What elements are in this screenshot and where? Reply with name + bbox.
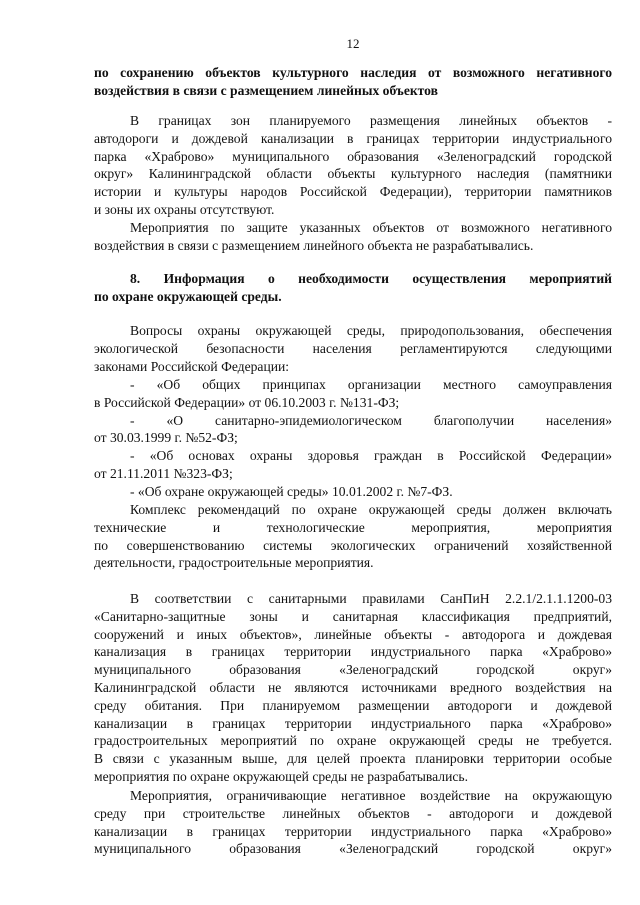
- text-line: парка «Храброво» муниципального образования «Зеленоградский городской: [94, 148, 612, 164]
- text-line: законами Российской Федерации:: [94, 358, 290, 374]
- text-line: Мероприятия по защите указанных объектов от возможного негативного: [130, 220, 612, 235]
- list-item-continuation: от 21.11.2011 №323-ФЗ;: [94, 465, 233, 481]
- text-line: среду обитания. При планируемом размещении автодороги и дождевой: [94, 697, 612, 713]
- text-line: мероприятия по охране окружающей среды не разрабатывались.: [94, 768, 468, 784]
- section-heading-continuation: [94, 64, 612, 100]
- text-line: муниципального образования «Зеленоградский городской округ»: [94, 841, 612, 857]
- text-line: 8. Информация о необходимости осуществления мероприятий: [130, 271, 612, 286]
- text-line: автодороги и дождевой канализации в границах территории индустриального: [94, 130, 612, 146]
- text-line: истории и культуры народов Российской Федерации), территории памятников: [94, 184, 612, 200]
- list-item: - «О санитарно-эпидемиологическом благополучии населения»: [130, 412, 612, 428]
- text-line: В соответствии с санитарными правилами СанПиН 2.2.1/2.1.1.1200-03: [130, 591, 612, 606]
- text-line: муниципального образования «Зеленоградский городской округ»: [94, 662, 612, 678]
- text-line: по охране окружающей среды.: [94, 288, 282, 304]
- text-line: по совершенствованию системы экологических ограничений хозяйственной: [94, 537, 612, 553]
- text-line: округ» Калининградской области объекты культурного наследия (памятники: [94, 166, 612, 182]
- list-item-continuation: в Российской Федерации» от 06.10.2003 г. №131-ФЗ;: [94, 394, 400, 410]
- list-item: - «Об основах охраны здоровья граждан в Российской Федерации»: [130, 448, 612, 464]
- text-line: воздействия в связи с размещением линейного объекта не разрабатывались.: [94, 237, 534, 253]
- text-line: Мероприятия, ограничивающие негативное воздействие на окружающую: [130, 788, 612, 803]
- paragraph-laws-intro: [94, 322, 612, 375]
- list-item-continuation: от 30.03.1999 г. №52-ФЗ;: [94, 430, 238, 446]
- text-line: среду при строительстве линейных объектов - автодороги и дождевой: [94, 805, 612, 821]
- text-line: канализация в границах территории индустриального парка «Храброво»: [94, 644, 612, 660]
- text-line: экологической безопасности населения регламентируются следующими: [94, 340, 612, 356]
- text-line: В связи с указанным выше, для целей проекта планировки территории особые: [94, 751, 612, 767]
- list-item: - «Об общих принципах организации местного самоуправления: [130, 377, 612, 392]
- text-line: и зоны их охраны отсутствуют.: [94, 201, 275, 217]
- text-line: «Санитарно-защитные зоны и санитарная классификация предприятий,: [94, 608, 612, 624]
- list-item: - «Об охране окружающей среды» 10.01.2002 г. №7-ФЗ.: [130, 483, 453, 499]
- text-line: по сохранению объектов культурного наследия от возможного негативного: [94, 65, 612, 80]
- text-line: Комплекс рекомендаций по охране окружающей среды должен включать: [130, 502, 612, 517]
- paragraph-heritage: [94, 112, 612, 219]
- text-line: деятельности, градостроительные мероприятия.: [94, 555, 374, 571]
- section-8-heading: [94, 270, 612, 306]
- text-line: градостроительных мероприятий по охране окружающей среды не требуется.: [94, 733, 612, 749]
- text-line: технические и технологические мероприятия, мероприятия: [94, 519, 612, 535]
- text-line: Калининградской области не являются источниками вредного воздействия на: [94, 679, 612, 695]
- text-line: канализации в границах территории индустриального парка «Храброво»: [94, 715, 612, 731]
- paragraph-construction-measures: [94, 787, 612, 858]
- page-number: 12: [346, 36, 360, 51]
- laws-list: [94, 376, 612, 501]
- paragraph-recommendations: [94, 501, 612, 572]
- text-line: воздействия в связи с размещением линейных объектов: [94, 82, 438, 98]
- text-line: В границах зон планируемого размещения линейных объектов -: [130, 113, 612, 128]
- text-line: сооружений и иных объектов», линейные объекты - автодорога и дождевая: [94, 626, 612, 642]
- text-line: канализации в границах территории индустриального парка «Храброво»: [94, 823, 612, 839]
- paragraph-sanpin: [94, 590, 612, 786]
- paragraph-protection: [94, 219, 612, 255]
- text-line: Вопросы охраны окружающей среды, природопользования, обеспечения: [130, 323, 612, 338]
